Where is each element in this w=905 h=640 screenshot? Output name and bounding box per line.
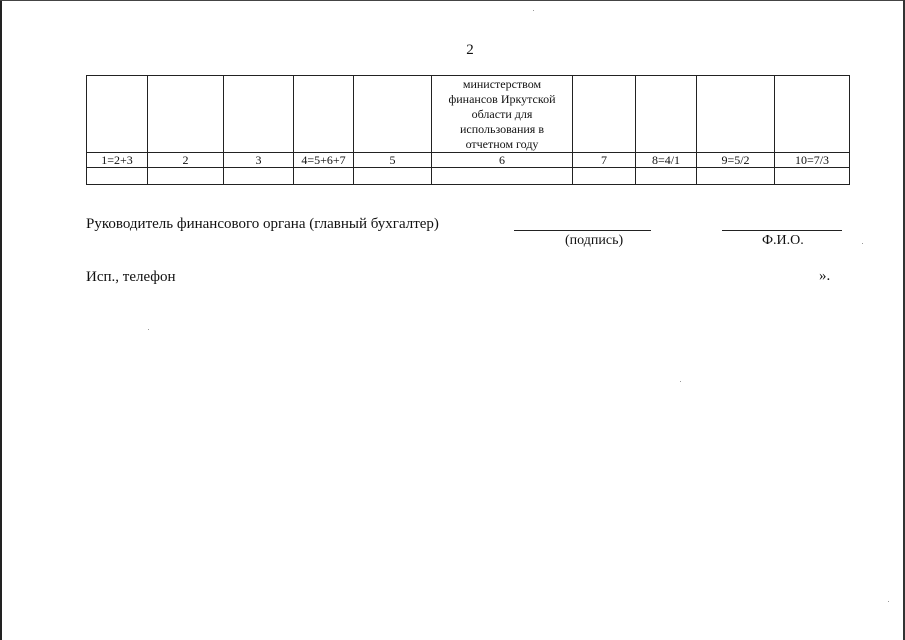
header-line: использования в (459, 122, 544, 136)
header-cell (697, 76, 775, 153)
header-cell (636, 76, 697, 153)
table-data-row (87, 168, 850, 185)
header-cell (87, 76, 148, 153)
data-cell (432, 168, 573, 185)
header-cell (224, 76, 294, 153)
header-cell-6 (432, 76, 573, 153)
data-cell (573, 168, 636, 185)
name-caption: Ф.И.О. (762, 233, 804, 248)
scan-speck (680, 381, 681, 382)
table-header-row (87, 76, 850, 153)
header-cell (775, 76, 850, 153)
page-number: 2 (466, 42, 474, 58)
data-cell (148, 168, 224, 185)
name-blank-line (722, 230, 842, 231)
scan-speck (862, 243, 863, 244)
scan-speck (888, 601, 889, 602)
column-number: 1=2+3 (87, 153, 148, 168)
signature-blank-line (514, 230, 651, 231)
column-number: 7 (573, 153, 636, 168)
data-cell (354, 168, 432, 185)
header-cell (354, 76, 432, 153)
column-number: 10=7/3 (775, 153, 850, 168)
signatory-label: Руководитель финансового органа (главный бухгалтер) (86, 216, 439, 232)
closing-quote: ». (819, 268, 831, 284)
page-frame-left (0, 0, 2, 640)
signature-caption: (подпись) (565, 233, 624, 248)
page-frame-top (0, 0, 905, 1)
data-cell (224, 168, 294, 185)
data-cell (294, 168, 354, 185)
column-number: 4=5+6+7 (294, 153, 354, 168)
header-line: финансов Иркутской (448, 92, 556, 106)
executor-phone-label: Исп., телефон (86, 269, 176, 285)
data-cell (87, 168, 148, 185)
header-line: министерством (462, 77, 542, 91)
column-number: 2 (148, 153, 224, 168)
data-cell (775, 168, 850, 185)
header-cell (573, 76, 636, 153)
header-line: отчетном году (465, 137, 539, 151)
column-number: 9=5/2 (697, 153, 775, 168)
header-line: области для (471, 107, 533, 121)
header-cell (148, 76, 224, 153)
data-cell (697, 168, 775, 185)
scan-speck (533, 10, 534, 11)
report-table (86, 75, 850, 185)
column-number: 5 (354, 153, 432, 168)
data-cell (636, 168, 697, 185)
column-number: 6 (432, 153, 573, 168)
column-number-row (87, 153, 850, 168)
header-cell (294, 76, 354, 153)
scan-speck (148, 329, 149, 330)
column-number: 8=4/1 (636, 153, 697, 168)
column-number: 3 (224, 153, 294, 168)
